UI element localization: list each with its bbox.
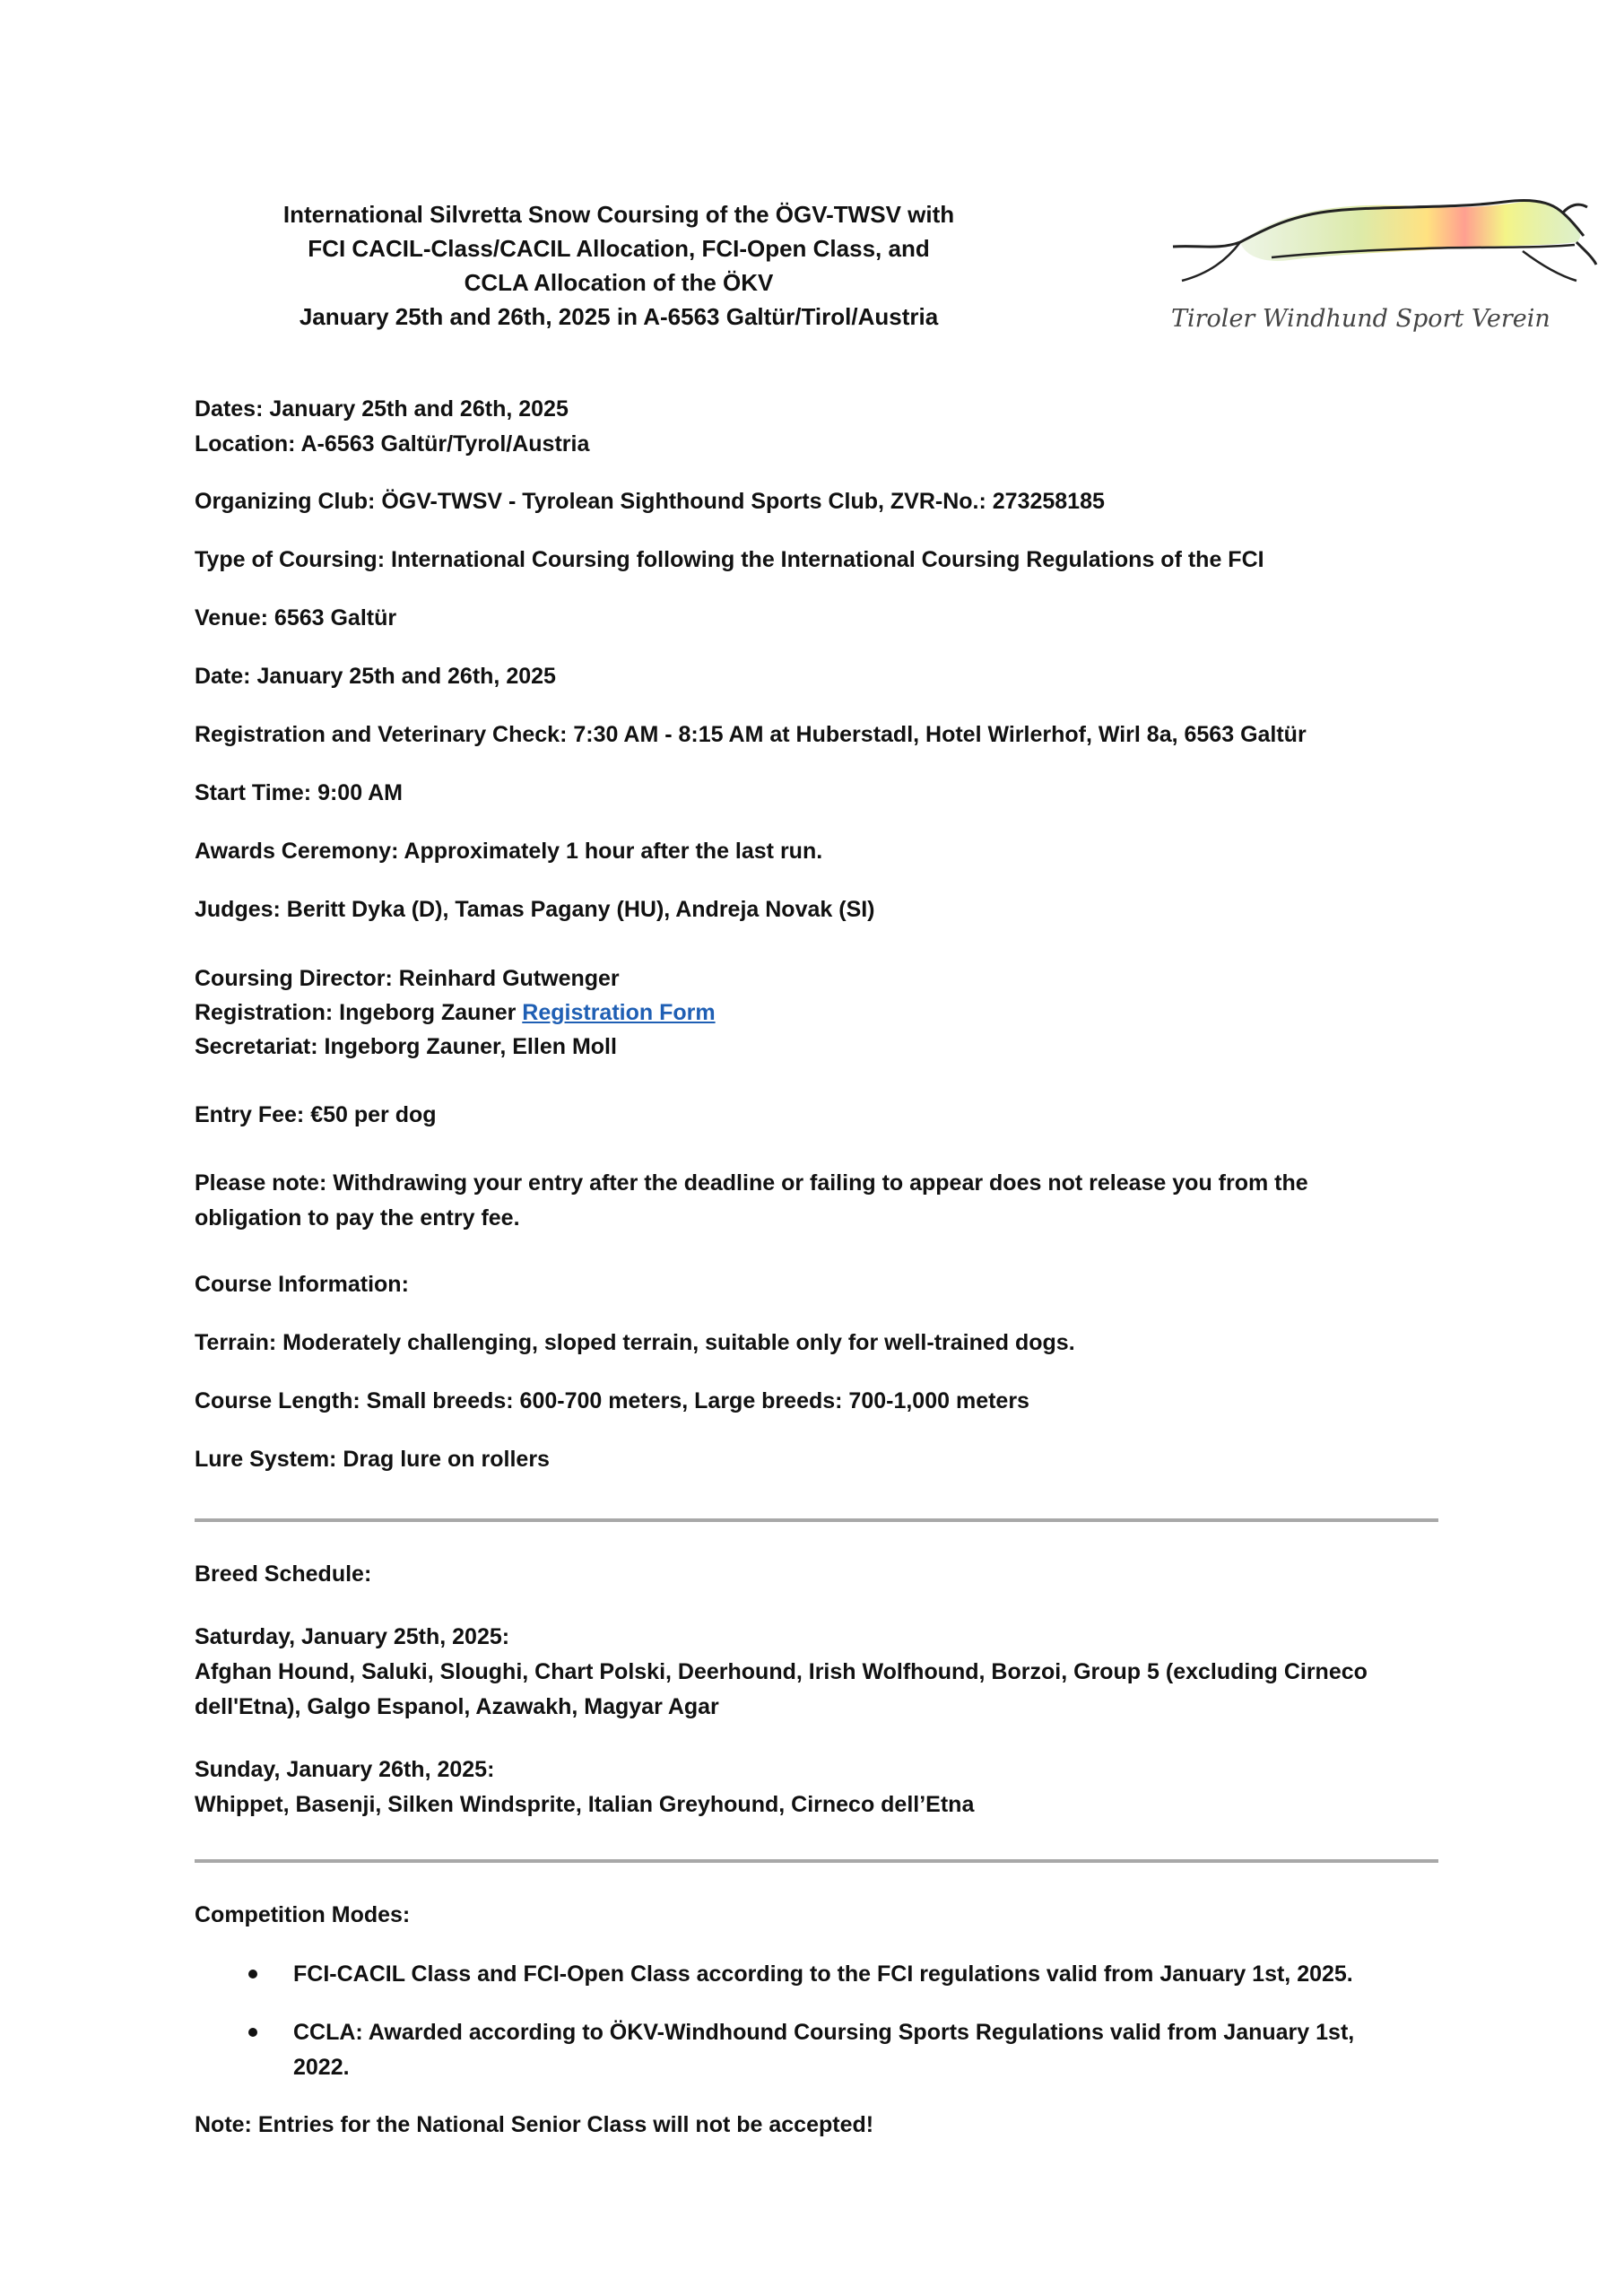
competition-item-1: FCI-CACIL Class and FCI-Open Class according to the FCI regulations valid from January 1st, 2025.	[293, 1961, 1353, 1987]
title-line-1: International Silvretta Snow Coursing of the ÖGV-TWSV with	[282, 201, 955, 228]
venue-text: Venue: 6563 Galtür	[195, 605, 397, 631]
bullet-icon	[248, 1970, 257, 1979]
registration-form-link[interactable]: Registration Form	[522, 1000, 716, 1025]
start-time-text: Start Time: 9:00 AM	[195, 780, 404, 805]
club-logo	[1155, 175, 1599, 354]
competition-item-2-line-2: 2022.	[293, 2055, 350, 2080]
course-heading: Course Information:	[195, 1272, 409, 1297]
registration-line	[195, 996, 716, 1030]
registration-label: Registration: Ingeborg Zauner	[195, 1000, 523, 1025]
competition-heading: Competition Modes:	[195, 1902, 411, 1927]
dates-text: Dates: January 25th and 26th, 2025	[195, 396, 569, 422]
title-line-3: CCLA Allocation of the ÖKV	[464, 269, 774, 296]
bullet-icon	[248, 2028, 257, 2037]
sunday-breeds-line-1: Whippet, Basenji, Silken Windsprite, Italian Greyhound, Cirneco dell’Etna	[195, 1792, 975, 1817]
location-text: Location: A-6563 Galtür/Tyrol/Austria	[195, 431, 590, 457]
lure-system-text: Lure System: Drag lure on rollers	[195, 1447, 550, 1472]
awards-text: Awards Ceremony: Approximately 1 hour after the last run.	[195, 839, 823, 864]
breed-schedule-heading: Breed Schedule:	[195, 1561, 372, 1587]
logo-text: Tiroler Windhund Sport Verein	[1171, 305, 1550, 333]
senior-class-note: Note: Entries for the National Senior Class will not be accepted!	[195, 2112, 874, 2137]
organizing-club-text: Organizing Club: ÖGV-TWSV - Tyrolean Sighthound Sports Club, ZVR-No.: 273258185	[195, 489, 1105, 514]
entry-fee-text: Entry Fee: €50 per dog	[195, 1102, 437, 1127]
note-line-2: obligation to pay the entry fee.	[195, 1205, 520, 1231]
secretariat-text: Secretariat: Ingeborg Zauner, Ellen Moll	[195, 1034, 617, 1059]
director-text: Coursing Director: Reinhard Gutwenger	[195, 966, 620, 991]
running-greyhound-icon	[1155, 175, 1599, 305]
date-text: Date: January 25th and 26th, 2025	[195, 664, 556, 689]
registration-check-text: Registration and Veterinary Check: 7:30 AM - 8:15 AM at Huberstadl, Hotel Wirlerhof, Wirl 8a, 6563 Galtür	[195, 722, 1307, 747]
judges-text: Judges: Beritt Dyka (D), Tamas Pagany (HU), Andreja Novak (SI)	[195, 897, 875, 922]
course-length-text: Course Length: Small breeds: 600-700 meters, Large breeds: 700-1,000 meters	[195, 1388, 1029, 1413]
title-line-2: FCI CACIL-Class/CACIL Allocation, FCI-Open Class, and	[308, 235, 930, 262]
divider	[195, 1859, 1438, 1863]
sunday-title: Sunday, January 26th, 2025:	[195, 1757, 495, 1782]
coursing-type-text: Type of Coursing: International Coursing following the International Coursing Regulations of the FCI	[195, 547, 1264, 572]
title-line-4: January 25th and 26th, 2025 in A-6563 Galtür/Tirol/Austria	[299, 303, 939, 330]
saturday-breeds-line-1: Afghan Hound, Saluki, Sloughi, Chart Polski, Deerhound, Irish Wolfhound, Borzoi, Group 5 (excluding Cirneco	[195, 1659, 1368, 1684]
saturday-title: Saturday, January 25th, 2025:	[195, 1624, 510, 1649]
divider	[195, 1518, 1438, 1522]
competition-item-2-line-1: CCLA: Awarded according to ÖKV-Windhound Coursing Sports Regulations valid from January 1st,	[293, 2020, 1355, 2045]
terrain-text: Terrain: Moderately challenging, sloped terrain, suitable only for well-trained dogs.	[195, 1330, 1075, 1355]
note-line-1: Please note: Withdrawing your entry after the deadline or failing to appear does not release you from the	[195, 1170, 1308, 1196]
document-title	[224, 197, 1013, 334]
saturday-breeds-line-2: dell'Etna), Galgo Espanol, Azawakh, Magyar Agar	[195, 1694, 719, 1719]
